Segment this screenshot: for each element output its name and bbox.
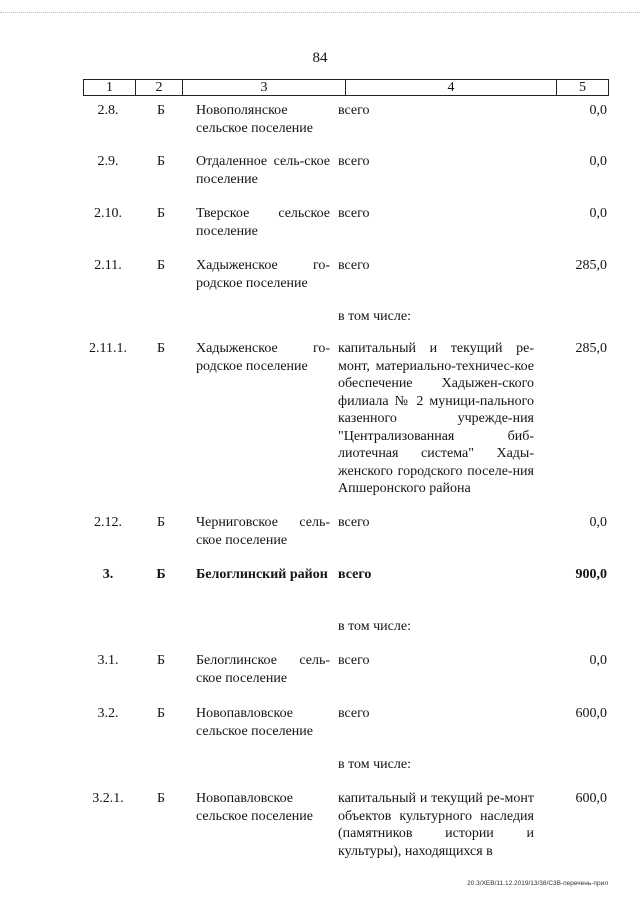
row-amount: 0,0 — [589, 154, 607, 169]
row-number: 3.1. — [97, 653, 119, 668]
row-description: капитальный и текущий ре-монт, материально-техничес-кое обеспечение Хадыжен-ского филиала № 2 муници-пального казенного учрежде-ния "Централизованная биб-лиотечная система" Хады-женского городского поселе-ния Апшеронского района — [338, 341, 534, 496]
row-category: Б — [156, 567, 166, 582]
row-amount: 285,0 — [575, 341, 607, 356]
page-number: 84 — [312, 50, 328, 66]
row-category: Б — [156, 154, 166, 169]
row-category: Б — [156, 206, 166, 221]
row-description: в том числе: — [338, 619, 411, 634]
row-number: 3.2. — [97, 706, 119, 721]
row-description: всего — [338, 206, 370, 221]
row-description: всего — [338, 653, 370, 668]
row-category: Б — [156, 791, 166, 806]
row-number: 3. — [102, 567, 114, 582]
row-description: капитальный и текущий ре-монт объектов культурного наследия (памятников истории и культуры), находящихся в — [338, 791, 534, 859]
row-name: Хадыженское го-родское поселение — [196, 341, 330, 374]
row-number: 2.8. — [97, 103, 119, 118]
row-amount: 285,0 — [575, 258, 607, 273]
header-col-4: 4 — [447, 80, 455, 95]
row-description: всего — [338, 567, 372, 582]
row-number: 3.2.1. — [92, 791, 124, 806]
row-name: Белоглинское сель-ское поселение — [196, 653, 330, 686]
row-name: Отдаленное сель-ское поселение — [196, 154, 330, 187]
row-category: Б — [156, 341, 166, 356]
row-name: Новопавловское сельское поселение — [196, 791, 313, 824]
row-description: всего — [338, 154, 370, 169]
row-name: Новополянское сельское поселение — [196, 103, 313, 136]
row-category: Б — [156, 706, 166, 721]
scan-top-edge — [0, 0, 640, 13]
row-amount: 0,0 — [589, 206, 607, 221]
row-description: всего — [338, 103, 370, 118]
header-col-5: 5 — [579, 80, 586, 95]
row-name: Белоглинский район — [196, 567, 328, 582]
row-number: 2.11.1. — [89, 341, 127, 356]
row-number: 2.11. — [94, 258, 122, 273]
row-name: Тверское сельское поселение — [196, 206, 330, 239]
row-category: Б — [156, 258, 166, 273]
row-amount: 0,0 — [589, 653, 607, 668]
footer-document-code: 20.3/XEB/11.12.2019/13/38/C3B-перечень-прил — [467, 880, 608, 887]
row-amount: 0,0 — [589, 515, 607, 530]
row-category: Б — [156, 653, 166, 668]
row-description: всего — [338, 258, 370, 273]
row-number: 2.10. — [94, 206, 122, 221]
header-col-2: 2 — [155, 80, 163, 95]
row-description: в том числе: — [338, 757, 411, 772]
row-name: Хадыженское го-родское поселение — [196, 258, 330, 291]
row-number: 2.9. — [97, 154, 119, 169]
header-col-1: 1 — [106, 80, 113, 95]
row-description: в том числе: — [338, 309, 411, 324]
row-number: 2.12. — [94, 515, 122, 530]
row-amount: 0,0 — [589, 103, 607, 118]
row-amount: 900,0 — [575, 567, 607, 582]
row-category: Б — [156, 515, 166, 530]
row-description: всего — [338, 515, 370, 530]
row-amount: 600,0 — [575, 706, 607, 721]
row-description: всего — [338, 706, 370, 721]
row-name: Новопавловское сельское поселение — [196, 706, 313, 739]
table-header-row — [83, 79, 609, 96]
header-col-3: 3 — [260, 80, 268, 95]
row-amount: 600,0 — [575, 791, 607, 806]
row-name: Черниговское сель-ское поселение — [196, 515, 330, 548]
row-category: Б — [156, 103, 166, 118]
